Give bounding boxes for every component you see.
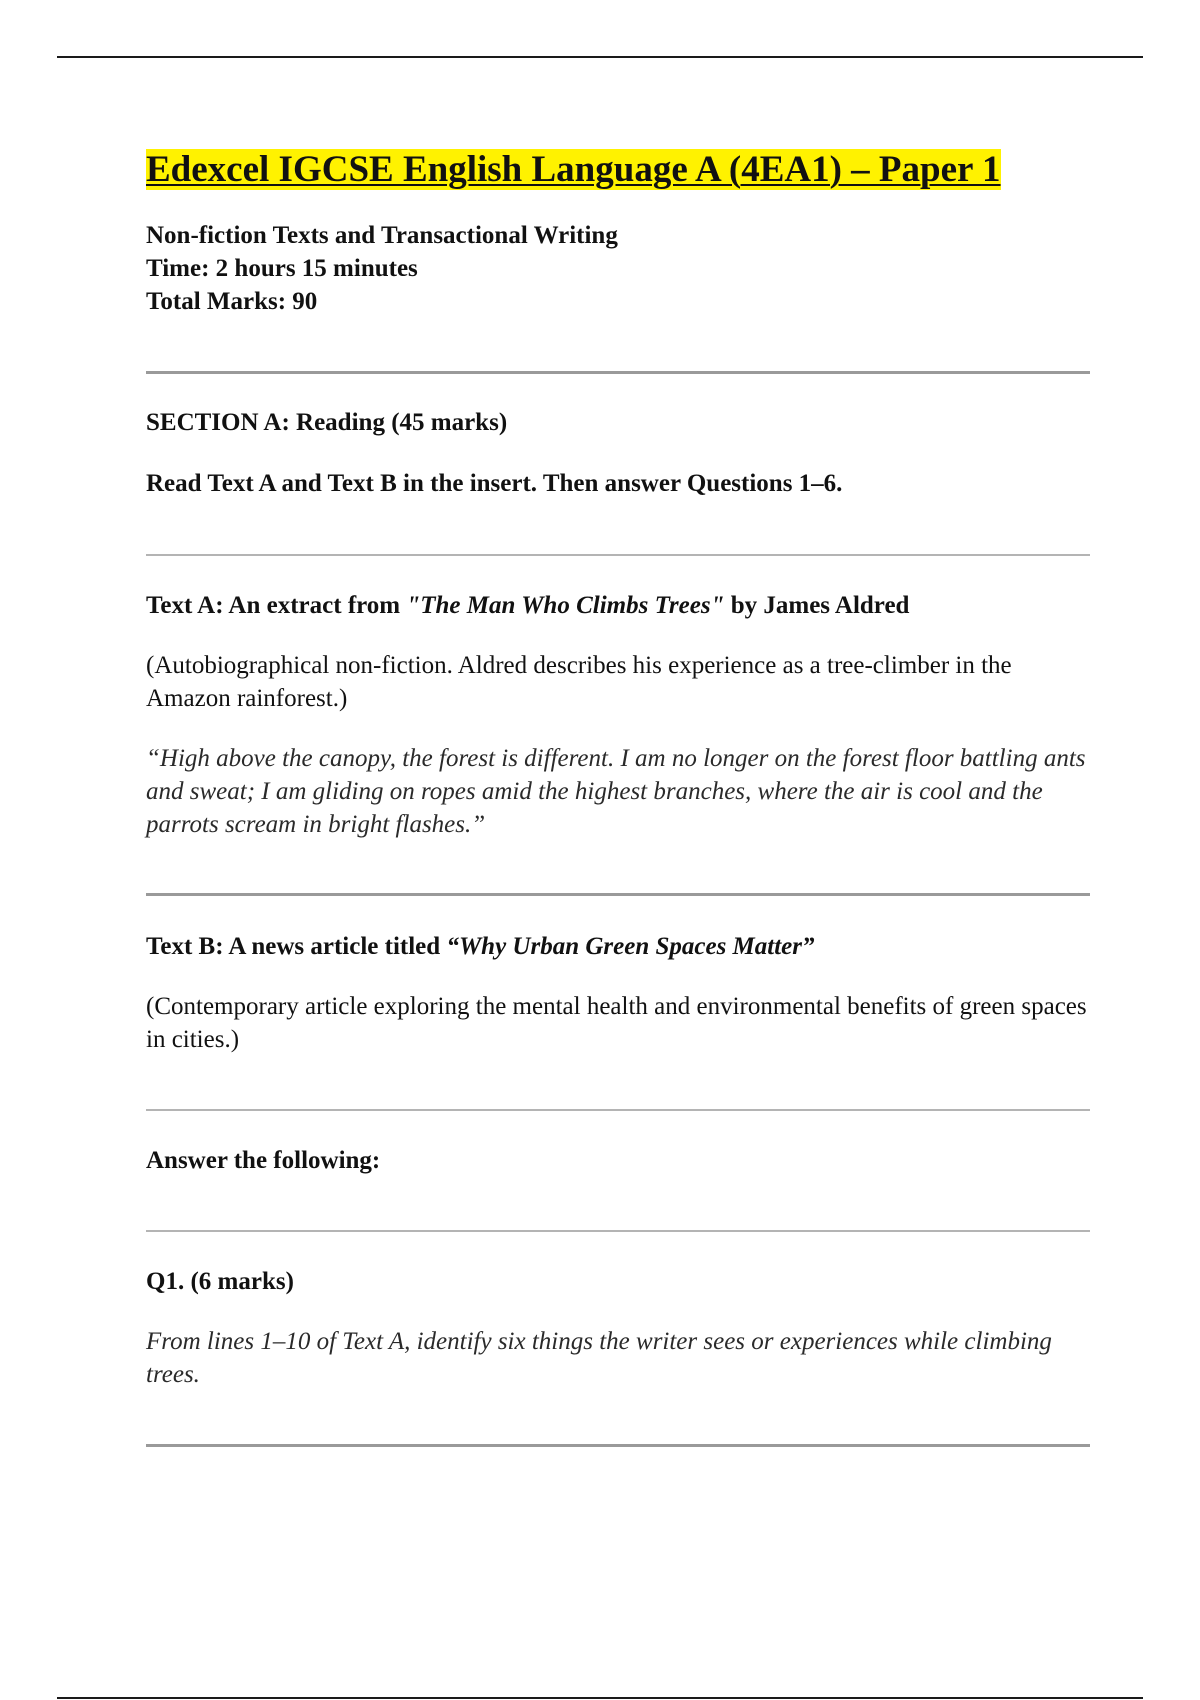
text-a-work-title: "The Man Who Climbs Trees" [406,592,725,619]
q1-heading: Q1. (6 marks) [146,1268,294,1295]
text-a-quote: “High above the canopy, the forest is different. I am no longer on the forest floor battling ants and sweat; I am gliding on ropes amid the highest branches, where the air is cool and the parrots scream in bright flashes.” [146,745,1086,838]
exam-time: Time: 2 hours 15 minutes [146,255,418,282]
text-a-heading-suffix: by James Aldred [724,592,910,619]
divider [146,554,1090,556]
q1-prompt: From lines 1–10 of Text A, identify six things the writer sees or experiences while climbing trees. [146,1328,1052,1388]
text-a-heading-prefix: Text A: An extract from [146,592,407,619]
paper-subtitle: Non-fiction Texts and Transactional Writing [146,222,618,249]
text-b-work-title: “Why Urban Green Spaces Matter” [446,933,815,960]
divider [146,371,1090,374]
document-title-text: Edexcel IGCSE English Language A (4EA1) – Paper 1 [146,149,1001,190]
page-bottom-rule [57,1697,1143,1699]
text-b-description: (Contemporary article exploring the mental health and environmental benefits of green spaces in cities.) [146,993,1087,1053]
section-a-heading: SECTION A: Reading (45 marks) [146,409,508,436]
page-top-rule [57,56,1143,58]
divider [146,893,1090,896]
document-title [146,148,1001,192]
divider [146,1444,1090,1447]
divider [146,1109,1090,1111]
text-b-heading [146,930,1090,963]
text-a-heading [146,589,1090,622]
text-b-heading-prefix: Text B: A news article titled [146,933,447,960]
divider [146,1230,1090,1232]
answer-heading: Answer the following: [146,1147,381,1174]
text-a-description: (Autobiographical non-fiction. Aldred describes his experience as a tree-climber in the Amazon rainforest.) [146,652,1012,712]
exam-total-marks: Total Marks: 90 [146,288,318,315]
section-a-instruction: Read Text A and Text B in the insert. Then answer Questions 1–6. [146,470,843,497]
